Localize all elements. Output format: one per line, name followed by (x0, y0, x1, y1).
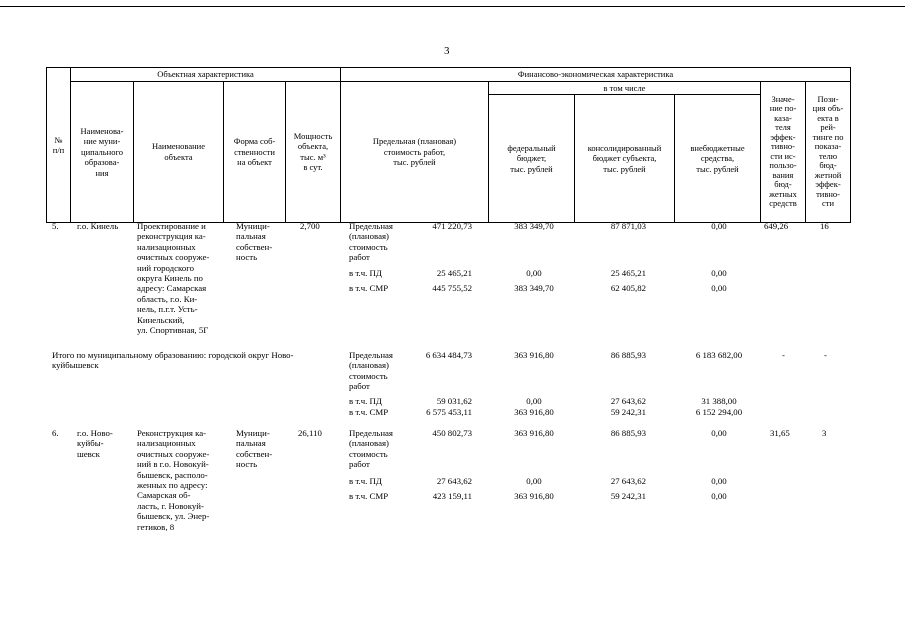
row5-fed-smr: 383 349,70 (514, 283, 554, 293)
row6-fed-smr: 363 916,80 (514, 491, 554, 501)
row6-ext-smr: 0,00 (711, 491, 727, 501)
header-num: № п/п (47, 68, 71, 223)
table-header (46, 67, 851, 223)
header-capacity: Мощность объекта, тыс. м³ в сут. (286, 81, 341, 223)
row6-capacity: 26,110 (298, 428, 322, 438)
row5-label-total: Предельная (плановая) стоимость работ (349, 221, 393, 263)
row6-smr: 423 159,11 (432, 491, 472, 501)
row5-fed-total: 383 349,70 (514, 221, 554, 231)
row6-ownership: Муници- пальная собствен- ность (236, 428, 273, 470)
row6-position: 3 (822, 428, 827, 438)
header-planned-cost: Предельная (плановая) стоимость работ, тыс. рублей (341, 81, 489, 223)
row5-object: Проектирование и реконструкция ка- нализационных очистных сооруже- ний городского округа Кинель по адресу: Самарская область, г.о. Ки- нель, п.г.т. Усть- Кинельский, ул. Спортивная, 5Г (137, 221, 210, 336)
row6-object: Реконструкция ка- нализационных очистных сооруже- ний в г.о. Новокуй- бышевск, располо- женных по адресу: Самарская об- ласть, г. Новокуй- бышевск, ул. Энер- гетиков, 8 (137, 428, 210, 532)
row5-position: 16 (820, 221, 829, 231)
subtotal-ext-smr: 6 152 294,00 (695, 407, 743, 417)
row6-cons-pd: 27 643,62 (610, 476, 646, 486)
header-efficiency: Значе- ние по- каза- теля эффек- тивно- сти ис- пользо- вания бюд- жетных средств (761, 81, 806, 223)
header-in-total: в том числе (489, 81, 761, 95)
page-number: 3 (444, 45, 450, 57)
subtotal-ext-pd: 31 388,00 (701, 396, 737, 406)
header-municipal: Наименова- ние муни- ципального образова- ния (71, 81, 134, 223)
subtotal-cons-total: 86 885,93 (610, 350, 646, 360)
row6-municipal: г.о. Ново- куйбы- шевск (77, 428, 113, 459)
subtotal-position: - (824, 350, 827, 360)
row5-ext-total: 0,00 (711, 221, 727, 231)
subtotal-label: Итого по муниципальному образованию: городской округ Ново- куйбышевск (52, 350, 294, 371)
header-group-object: Объектная характеристика (71, 68, 341, 82)
row6-ext-total: 0,00 (711, 428, 727, 438)
subtotal-efficiency: - (782, 350, 785, 360)
row5-num: 5. (52, 221, 59, 231)
row6-label-total: Предельная (плановая) стоимость работ (349, 428, 393, 470)
subtotal-fed-pd: 0,00 (526, 396, 542, 406)
row5-cons-pd: 25 465,21 (610, 268, 646, 278)
header-consolidated: консолидированный бюджет субъекта, тыс. рублей (575, 95, 675, 223)
row5-label-pd: в т.ч. ПД (349, 268, 382, 278)
row5-capacity: 2,700 (300, 221, 320, 231)
row5-total: 471 220,73 (432, 221, 472, 231)
subtotal-ext-total: 6 183 682,00 (695, 350, 743, 360)
row6-fed-pd: 0,00 (526, 476, 542, 486)
row5-cons-total: 87 871,03 (610, 221, 646, 231)
subtotal-pd: 59 031,62 (436, 396, 472, 406)
header-ownership: Форма соб- ственности на объект (224, 81, 286, 223)
header-extrabudget: внебюджетные средства, тыс. рублей (675, 95, 761, 223)
subtotal-cons-smr: 59 242,31 (610, 407, 646, 417)
row6-fed-total: 363 916,80 (514, 428, 554, 438)
row5-ownership: Муници- пальная собствен- ность (236, 221, 273, 263)
header-group-finance: Финансово-экономическая характеристика (341, 68, 851, 82)
subtotal-cons-pd: 27 643,62 (610, 396, 646, 406)
row6-label-pd: в т.ч. ПД (349, 476, 382, 486)
header-object-name: Наименование объекта (134, 81, 224, 223)
row5-municipal: г.о. Кинель (77, 221, 119, 231)
header-position: Пози- ция объ- екта в рей- тинге по показа- телю бюд- жетной эффек- тивно- сти (806, 81, 851, 223)
subtotal-fed-smr: 363 916,80 (514, 407, 554, 417)
row6-efficiency: 31,65 (770, 428, 790, 438)
row6-cons-smr: 59 242,31 (610, 491, 646, 501)
row5-smr: 445 755,52 (432, 283, 472, 293)
row5-ext-pd: 0,00 (711, 268, 727, 278)
row5-pd: 25 465,21 (436, 268, 472, 278)
row6-total: 450 802,73 (432, 428, 472, 438)
subtotal-total: 6 634 484,73 (425, 350, 472, 360)
subtotal-label-total: Предельная (плановая) стоимость работ (349, 350, 393, 392)
row5-efficiency: 649,26 (764, 221, 789, 231)
subtotal-label-pd: в т.ч. ПД (349, 396, 382, 406)
row6-pd: 27 643,62 (436, 476, 472, 486)
subtotal-fed-total: 363 916,80 (514, 350, 554, 360)
subtotal-label-smr: в т.ч. СМР (349, 407, 389, 417)
row5-fed-pd: 0,00 (526, 268, 542, 278)
subtotal-smr: 6 575 453,11 (426, 407, 472, 417)
row6-cons-total: 86 885,93 (610, 428, 646, 438)
top-rule (0, 6, 905, 7)
header-federal: федеральный бюджет, тыс. рублей (489, 95, 575, 223)
row6-label-smr: в т.ч. СМР (349, 491, 389, 501)
row5-cons-smr: 62 405,82 (610, 283, 646, 293)
row5-label-smr: в т.ч. СМР (349, 283, 389, 293)
row6-num: 6. (52, 428, 59, 438)
row5-ext-smr: 0,00 (711, 283, 727, 293)
row6-ext-pd: 0,00 (711, 476, 727, 486)
